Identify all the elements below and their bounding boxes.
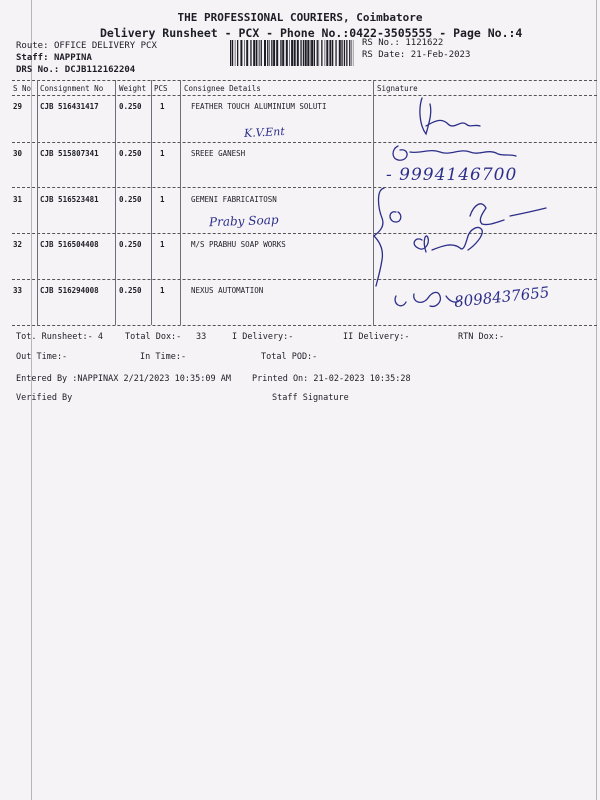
handwritten-note-kvent: K.V.Ent [243,124,286,141]
drs-label: DRS No.: [16,65,60,75]
cell-sno: 32 [13,240,23,249]
cell-weight: 0.250 [119,286,142,295]
cell-consignment: CJB 515807341 [40,149,99,158]
column-divider [37,80,38,325]
cell-weight: 0.250 [119,240,142,249]
rs-no-value: 1121622 [405,38,444,48]
cell-pcs: 1 [160,149,165,158]
signature-scribbles [370,90,595,330]
header-signature: Signature [377,84,418,93]
header-pcs: PCS [154,84,168,93]
staff-label: Staff: [16,53,49,63]
column-divider [151,80,152,325]
printed-on: Printed On: 21-02-2023 10:35:28 [252,374,411,384]
cell-sno: 29 [13,102,23,111]
in-time: In Time:- [140,352,187,362]
handwritten-note-praby-soap: Praby Soap [208,212,279,230]
total-pod: Total POD:- [261,352,318,362]
staff-value: NAPPINA [53,53,92,63]
tot-runsheet: Tot. Runsheet:- 4 [16,332,103,342]
cell-consignment: CJB 516523481 [40,195,99,204]
drs-line [16,65,135,75]
cell-consignment: CJB 516294008 [40,286,99,295]
total-dox-label: Total Dox:- [125,332,182,342]
rs-date-label: RS Date: [362,50,406,60]
cell-sno: 31 [13,195,23,204]
column-divider [115,80,116,325]
cell-pcs: 1 [160,195,165,204]
cell-pcs: 1 [160,102,165,111]
cell-pcs: 1 [160,240,165,249]
header-sno: S No [13,84,32,93]
cell-sno: 30 [13,149,23,158]
column-divider [180,80,181,325]
cell-pcs: 1 [160,286,165,295]
cell-consignee: SREEE GANESH [191,149,246,158]
rs-date-line [362,50,470,60]
route-line [16,41,157,51]
total-dox-value: 33 [196,332,207,342]
rs-no-label: RS No.: [362,38,400,48]
cell-consignee: NEXUS AUTOMATION [191,286,264,295]
drs-value: DCJB112162204 [64,65,136,75]
header-weight: Weight [119,84,147,93]
rs-date-value: 21-Feb-2023 [410,50,471,60]
barcode-image [230,40,354,66]
header-consignee: Consignee Details [184,84,261,93]
cell-consignment: CJB 516504408 [40,240,99,249]
handwritten-phone-row30: - 9994146700 [386,165,518,185]
cell-consignee: M/S PRABHU SOAP WORKS [191,240,286,249]
route-value: OFFICE DELIVERY PCX [53,41,157,51]
cell-consignee: GEMENI FABRICAITOSN [191,195,277,204]
handwritten-phone-row33: 8098437655 [453,283,551,311]
verified-by: Verified By [16,393,73,403]
out-time: Out Time:- [16,352,68,362]
ii-delivery: II Delivery:- [343,332,410,342]
staff-line [16,53,92,63]
header-consignment: Consignment No [40,84,104,93]
i-delivery: I Delivery:- [232,332,294,342]
cell-weight: 0.250 [119,195,142,204]
cell-consignee: FEATHER TOUCH ALUMINIUM SOLUTI [191,102,327,111]
rtn-dox: RTN Dox:- [458,332,505,342]
entered-by: Entered By :NAPPINAX 2/21/2023 10:35:09 AM [16,374,231,384]
route-label: Route: [16,41,49,51]
cell-weight: 0.250 [119,149,142,158]
cell-consignment: CJB 516431417 [40,102,99,111]
table-top-rule [12,80,597,81]
staff-signature: Staff Signature [272,393,349,403]
cell-sno: 33 [13,286,23,295]
company-title: THE PROFESSIONAL COURIERS, Coimbatore [177,11,423,24]
runsheet-title: Delivery Runsheet - PCX - Phone No.:0422-3505555 - Page No.:4 [100,26,523,40]
rs-no-line [362,38,443,48]
cell-weight: 0.250 [119,102,142,111]
